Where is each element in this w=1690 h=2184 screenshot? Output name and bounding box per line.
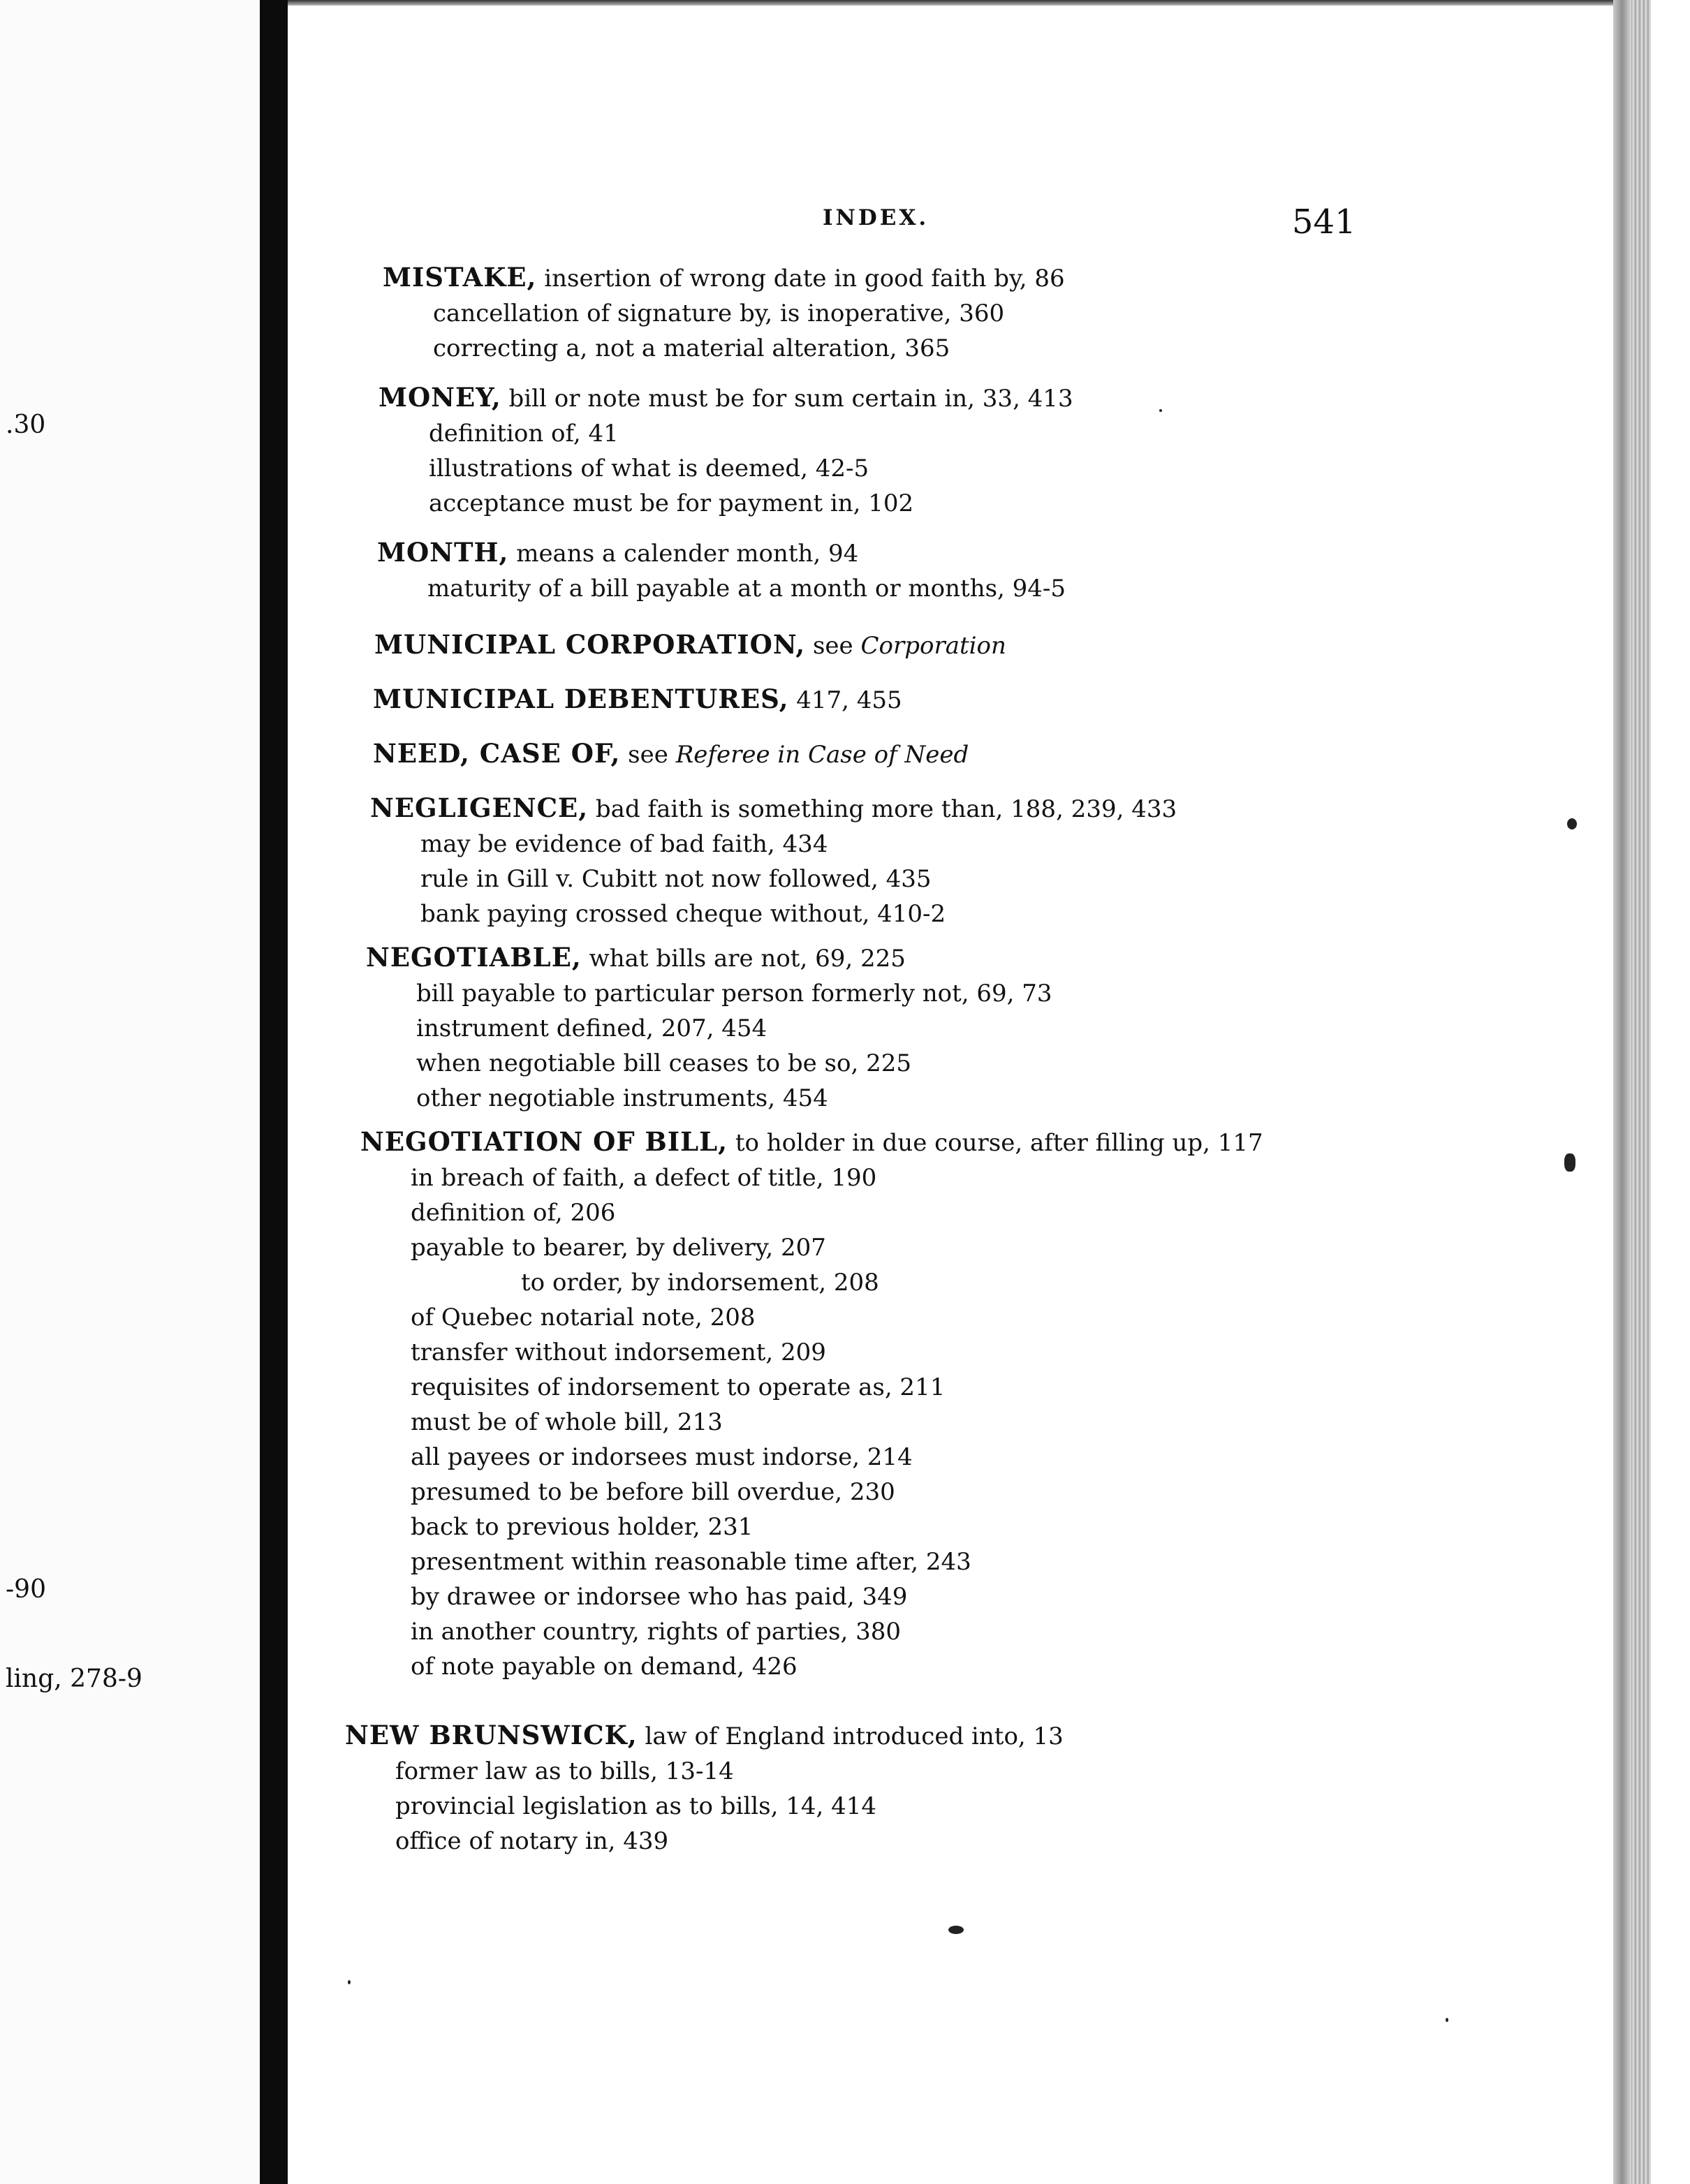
entry-text: see	[620, 741, 676, 769]
page-stack-edge	[1631, 0, 1651, 2184]
sub-entry: all payees or indorsees must indorse, 214	[411, 1443, 913, 1471]
sub-entry: transfer without indorsement, 209	[411, 1338, 826, 1366]
sub-entry: acceptance must be for payment in, 102	[429, 489, 914, 517]
sub-entry: cancellation of signature by, is inoperative, 360	[433, 300, 1005, 327]
index-entry	[373, 681, 902, 718]
scan-speck	[1567, 818, 1577, 829]
entry-text: see	[805, 632, 861, 660]
sub-entry: may be evidence of bad faith, 434	[420, 830, 828, 858]
sub-entry: to order, by indorsement, 208	[521, 1269, 879, 1297]
entry-head-line	[377, 535, 1066, 571]
index-entry	[373, 736, 969, 772]
sub-entry: must be of whole bill, 213	[411, 1408, 723, 1436]
sub-entry: office of notary in, 439	[395, 1827, 669, 1855]
sub-entry: requisites of indorsement to operate as, 211	[411, 1373, 946, 1401]
entry-head-line	[373, 681, 902, 718]
entry-text: 417, 455	[788, 686, 902, 714]
entry-text: what bills are not, 69, 225	[581, 945, 906, 973]
entry-heading: MONTH,	[377, 537, 509, 568]
entry-heading: NEW BRUNSWICK,	[345, 1720, 638, 1750]
entry-text: insertion of wrong date in good faith by, 86	[536, 265, 1065, 293]
sub-entry: rule in Gill v. Cubitt not now followed, 435	[420, 865, 932, 893]
entry-heading: NEGOTIATION OF BILL,	[360, 1126, 728, 1157]
scan-speck	[1446, 2018, 1448, 2022]
scan-speck	[1159, 409, 1162, 412]
sub-entry: payable to bearer, by delivery, 207	[411, 1234, 826, 1262]
facing-page-fragment: ling, 278-9	[6, 1665, 142, 1693]
sub-entry: of note payable on demand, 426	[411, 1653, 798, 1681]
background-margin	[1651, 0, 1690, 2184]
entry-head-line	[373, 736, 969, 772]
sub-entry: of Quebec notarial note, 208	[411, 1304, 756, 1331]
index-entry	[383, 260, 1065, 366]
sub-entry: definition of, 206	[411, 1199, 616, 1227]
sub-entry: bank paying crossed cheque without, 410-2	[420, 900, 946, 928]
book-gutter	[260, 0, 288, 2184]
sub-entry: by drawee or indorsee who has paid, 349	[411, 1583, 908, 1611]
entry-text: means a calender month, 94	[508, 540, 859, 568]
scan-speck	[948, 1926, 964, 1934]
sub-entry: back to previous holder, 231	[411, 1513, 754, 1541]
sub-entry: provincial legislation as to bills, 14, 414	[395, 1792, 876, 1820]
sub-entry: instrument defined, 207, 454	[416, 1014, 767, 1042]
sub-entry: presentment within reasonable time after, 243	[411, 1548, 971, 1576]
sub-entry: maturity of a bill payable at a month or months, 94-5	[427, 575, 1066, 603]
cross-reference: Corporation	[860, 632, 1006, 660]
entry-text: law of England introduced into, 13	[637, 1722, 1064, 1750]
entry-head-line	[379, 380, 1073, 416]
scan-speck	[1564, 1153, 1575, 1172]
entry-head-line	[383, 260, 1065, 296]
index-entry	[360, 1124, 1263, 1684]
sub-entry: former law as to bills, 13-14	[395, 1757, 734, 1785]
index-entry	[379, 380, 1073, 521]
facing-page-fragment: .30	[6, 411, 46, 439]
cross-reference: Referee in Case of Need	[675, 741, 969, 769]
entry-text: bad faith is something more than, 188, 239, 433	[588, 795, 1177, 823]
entry-head-line	[360, 1124, 1263, 1160]
sub-entry: in breach of faith, a defect of title, 190	[411, 1164, 877, 1192]
sub-entry: in another country, rights of parties, 380	[411, 1618, 901, 1646]
index-entry	[345, 1718, 1064, 1859]
sub-entry: presumed to be before bill overdue, 230	[411, 1478, 895, 1506]
index-entry	[374, 627, 1006, 663]
sub-entry: bill payable to particular person formerly not, 69, 73	[416, 980, 1052, 1008]
entry-text: to holder in due course, after filling up, 117	[728, 1129, 1263, 1157]
index-entry	[377, 535, 1066, 606]
sub-entry: correcting a, not a material alteration, 365	[433, 334, 950, 362]
facing-page	[0, 0, 260, 2184]
sub-entry: other negotiable instruments, 454	[416, 1084, 828, 1112]
sub-entry: definition of, 41	[429, 420, 619, 448]
running-head: INDEX.	[823, 205, 930, 230]
entry-head-line	[366, 940, 1052, 976]
index-entry	[370, 790, 1177, 931]
page-top-edge	[288, 0, 1622, 6]
entry-heading: NEGOTIABLE,	[366, 942, 582, 973]
facing-page-fragment: -90	[6, 1575, 46, 1604]
entry-heading: MUNICIPAL DEBENTURES,	[373, 684, 789, 714]
entry-text: bill or note must be for sum certain in, 33, 413	[501, 385, 1073, 413]
entry-heading: MONEY,	[379, 382, 501, 413]
entry-heading: MUNICIPAL CORPORATION,	[374, 629, 806, 660]
page-edge-shadow	[1613, 0, 1631, 2184]
entry-heading: MISTAKE,	[383, 262, 537, 293]
entry-heading: NEED, CASE OF,	[373, 738, 621, 769]
page-number: 541	[1292, 202, 1356, 242]
index-entry	[366, 940, 1052, 1116]
entry-head-line	[345, 1718, 1064, 1754]
sub-entry: illustrations of what is deemed, 42-5	[429, 455, 869, 482]
entry-head-line	[370, 790, 1177, 827]
entry-heading: NEGLIGENCE,	[370, 792, 589, 823]
sub-entry: when negotiable bill ceases to be so, 225	[416, 1049, 911, 1077]
entry-head-line	[374, 627, 1006, 663]
scan-speck	[348, 1980, 351, 1984]
